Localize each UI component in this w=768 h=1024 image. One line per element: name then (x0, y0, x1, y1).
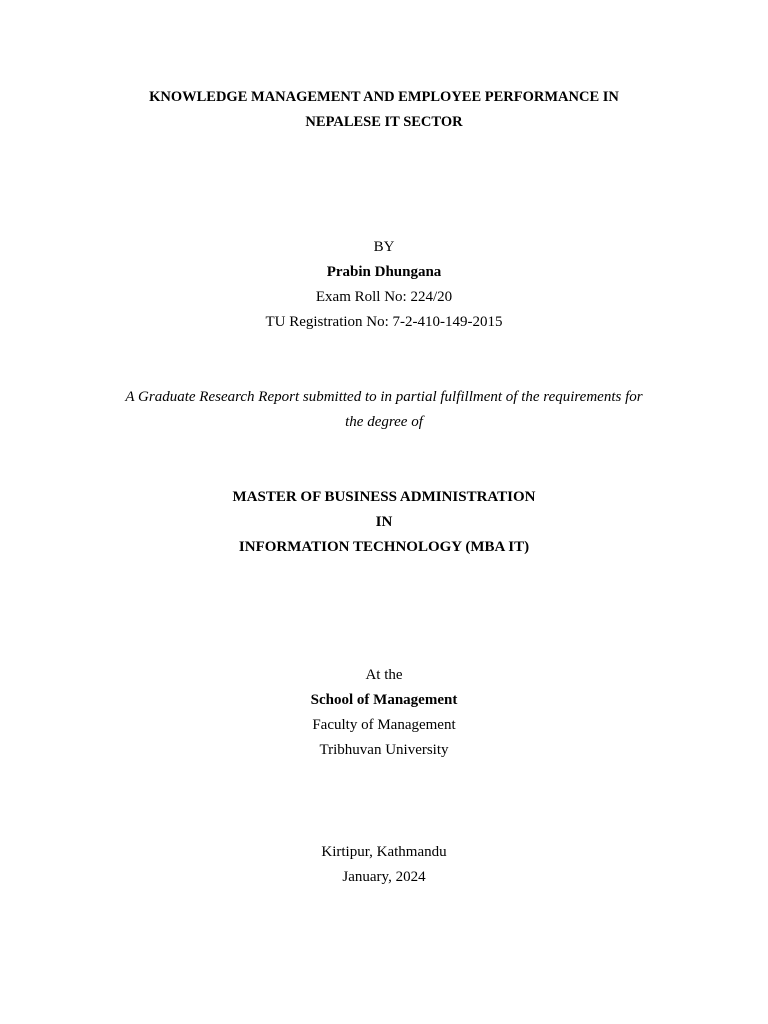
submission-statement-line-2: the degree of (345, 414, 423, 430)
by-label: BY (373, 239, 395, 255)
degree-line-3: INFORMATION TECHNOLOGY (MBA IT) (238, 539, 530, 555)
at-the-label: At the (365, 667, 403, 683)
place: Kirtipur, Kathmandu (321, 844, 447, 860)
school-name: School of Management (310, 692, 458, 708)
report-title-line-2: NEPALESE IT SECTOR (305, 114, 463, 130)
date: January, 2024 (342, 869, 426, 885)
faculty-name: Faculty of Management (312, 717, 456, 733)
degree-line-2: IN (375, 514, 393, 530)
exam-roll-number: Exam Roll No: 224/20 (315, 289, 453, 305)
tu-registration-number: TU Registration No: 7-2-410-149-2015 (265, 314, 503, 330)
university-name: Tribhuvan University (319, 742, 449, 758)
report-title-line-1: KNOWLEDGE MANAGEMENT AND EMPLOYEE PERFORMANCE IN (149, 89, 619, 105)
degree-line-1: MASTER OF BUSINESS ADMINISTRATION (232, 489, 536, 505)
author-name: Prabin Dhungana (326, 264, 442, 280)
submission-statement-line-1: A Graduate Research Report submitted to in partial fulfillment of the requirements for (125, 389, 643, 405)
